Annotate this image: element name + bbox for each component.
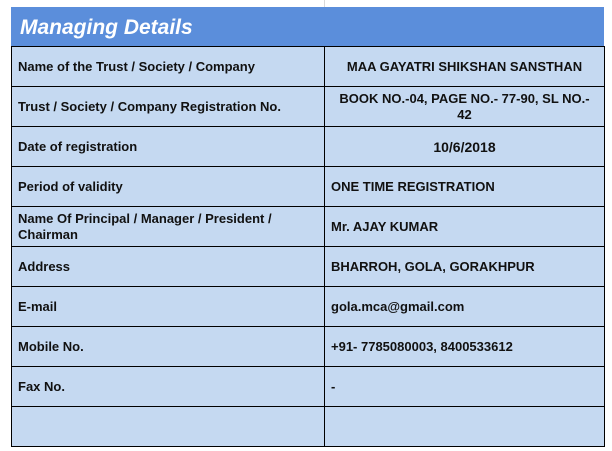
row-value: gola.mca@gmail.com: [325, 287, 605, 327]
table-row-registration-date: [12, 127, 605, 167]
row-value: [325, 407, 605, 447]
row-value: Mr. AJAY KUMAR: [325, 207, 605, 247]
row-label: Date of registration: [12, 127, 325, 167]
row-value: BHARROH, GOLA, GORAKHPUR: [325, 247, 605, 287]
table-row-address: [12, 247, 605, 287]
managing-details-sheet: [11, 7, 604, 447]
row-label: Mobile No.: [12, 327, 325, 367]
row-label: Fax No.: [12, 367, 325, 407]
row-value: -: [325, 367, 605, 407]
row-label: [12, 407, 325, 447]
sheet-gridline: [324, 0, 325, 7]
section-title: Managing Details: [11, 7, 604, 46]
row-value: +91- 7785080003, 8400533612: [325, 327, 605, 367]
table-row-fax: [12, 367, 605, 407]
row-label: Address: [12, 247, 325, 287]
table-row-principal: [12, 207, 605, 247]
row-label: Trust / Society / Company Registration No.: [12, 87, 325, 127]
row-value: ONE TIME REGISTRATION: [325, 167, 605, 207]
row-value: 10/6/2018: [325, 127, 605, 167]
row-label: E-mail: [12, 287, 325, 327]
table-row-empty: [12, 407, 605, 447]
table-row-validity: [12, 167, 605, 207]
table-row-registration-no: [12, 87, 605, 127]
row-label: Period of validity: [12, 167, 325, 207]
row-label: Name of the Trust / Society / Company: [12, 47, 325, 87]
table-row-trust-name: [12, 47, 605, 87]
row-label: Name Of Principal / Manager / President / Chairman: [12, 207, 325, 247]
row-value: MAA GAYATRI SHIKSHAN SANSTHAN: [325, 47, 605, 87]
row-value: BOOK NO.-04, PAGE NO.- 77-90, SL NO.- 42: [325, 87, 605, 127]
table-row-email: [12, 287, 605, 327]
table-row-mobile: [12, 327, 605, 367]
details-table: [11, 46, 605, 447]
